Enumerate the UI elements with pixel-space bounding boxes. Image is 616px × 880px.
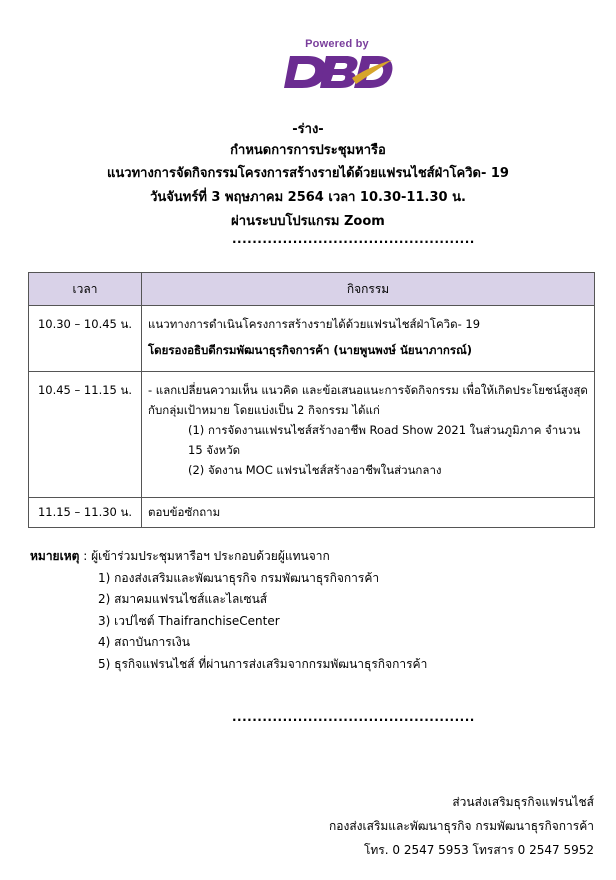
meeting-datetime: วันจันทร์ที่ 3 พฤษภาคม 2564 เวลา 10.30-11.30 น. [150, 190, 466, 205]
meeting-platform: ผ่านระบบโปรแกรม Zoom [231, 214, 385, 229]
powered-by-text: Powered by [305, 38, 369, 50]
row-time: 10.45 – 11.15 น. [29, 372, 142, 498]
activity-line: - แลกเปลี่ยนความเห็น แนวคิด และข้อเสนอแนะการจัดกิจกรรม เพื่อให้เกิดประโยชน์สูงสุดกับกลุ่มเป้าหมาย โดยแบ่งเป็น 2 กิจกรรม ได้แก่ [148, 383, 588, 417]
list-item: 5) ธุรกิจแฟรนไชส์ ที่ผ่านการส่งเสริมจากกรมพัฒนาธุรกิจการค้า [98, 656, 428, 671]
header-time: เวลา [29, 273, 142, 306]
dbd-logo-mark [282, 50, 392, 94]
meeting-topic: แนวทางการจัดกิจกรรมโครงการสร้างรายได้ด้วยแฟรนไชส์ฝ่าโควิด- 19 [107, 166, 509, 181]
row-activity [142, 372, 595, 498]
schedule-title: กำหนดการการประชุมหารือ [230, 143, 386, 158]
row-time: 11.15 – 11.30 น. [29, 498, 142, 528]
list-item: 4) สถาบันการเงิน [98, 635, 190, 649]
list-item: 3) เวปไซต์ ThaifranchiseCenter [98, 613, 280, 628]
table-row [29, 306, 595, 372]
activity-line: แนวทางการดำเนินโครงการสร้างรายได้ด้วยแฟรนไชส์ฝ่าโควิด- 19 [148, 317, 481, 331]
activity-item: (1) การจัดงานแฟรนไชส์สร้างอาชีพ Road Show 2021 ในส่วนภูมิภาค จำนวน 15 จังหวัด [188, 423, 581, 457]
activity-item: (2) จัดงาน MOC แฟรนไชส์สร้างอาชีพในส่วนกลาง [188, 463, 442, 477]
signature-department: กองส่งเสริมและพัฒนาธุรกิจ กรมพัฒนาธุรกิจการค้า [329, 819, 594, 833]
header-activity: กิจกรรม [142, 273, 595, 306]
list-item: 2) สมาคมแฟรนไชส์และไลเซนส์ [98, 592, 268, 606]
dbd-logo [282, 38, 392, 94]
row-activity: ตอบข้อซักถาม [142, 498, 595, 528]
notes-separator: ................................................ [232, 710, 475, 724]
row-time: 10.30 – 10.45 น. [29, 306, 142, 372]
table-row [29, 372, 595, 498]
row-activity [142, 306, 595, 372]
table-header-row [29, 273, 595, 306]
table-row [29, 498, 595, 528]
notes-label: หมายเหตุ [30, 549, 80, 563]
notes-intro: : ผู้เข้าร่วมประชุมหารือฯ ประกอบด้วยผู้แทนจาก [79, 549, 330, 563]
notes-heading [30, 546, 427, 568]
signature-division: ส่วนส่งเสริมธุรกิจแฟรนไชส์ [452, 795, 594, 809]
notes-section [30, 546, 427, 675]
schedule-table [28, 272, 595, 528]
activity-presenter: โดยรองอธิบดีกรมพัฒนาธุรกิจการค้า (นายพูนพงษ์ นัยนาภากรณ์) [148, 343, 472, 357]
signature-block [329, 790, 594, 862]
signature-contact: โทร. 0 2547 5953 โทรสาร 0 2547 5952 [363, 843, 594, 857]
draft-label: -ร่าง- [292, 122, 324, 137]
list-item: 1) กองส่งเสริมและพัฒนาธุรกิจ กรมพัฒนาธุรกิจการค้า [98, 570, 380, 585]
header-separator: ................................................ [232, 232, 475, 246]
